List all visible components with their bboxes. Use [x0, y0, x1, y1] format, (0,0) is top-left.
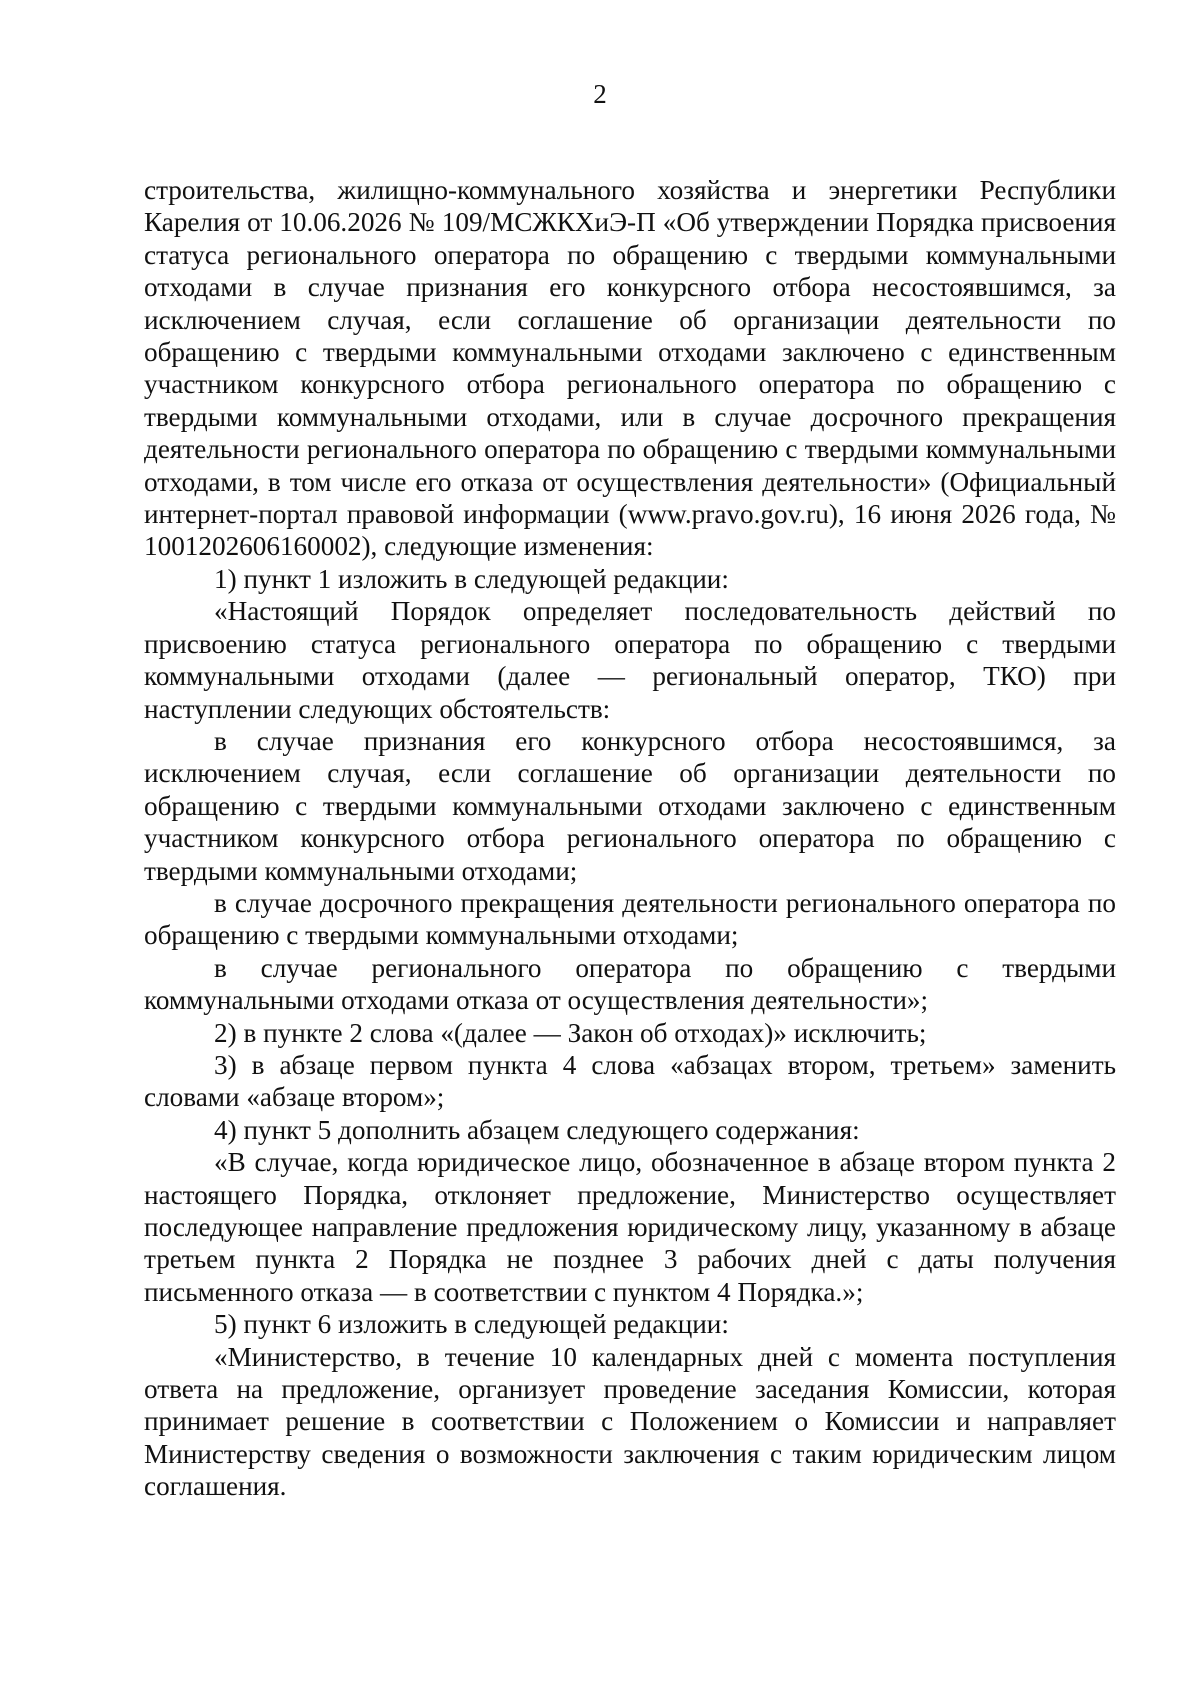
document-body — [144, 174, 1116, 1503]
paragraph-case-3: в случае регионального оператора по обращению с твердыми коммунальными отходами отказа от осуществления деятельности»; — [144, 952, 1116, 1016]
paragraph-case-1: в случае признания его конкурсного отбора несостоявшимся, за исключением случая, если соглашение об организации деятельности по обращению с твердыми коммунальными отходами заключено с единственным участником конкурсного отбора регионального оператора по обращению с твердыми коммунальными отходами; — [144, 725, 1116, 886]
paragraph-quote-2: «В случае, когда юридическое лицо, обозначенное в абзаце втором пункта 2 настоящего Порядка, отклоняет предложение, Министерство осуществляет последующее направление предложения юридическому лицу, указанному в абзаце третьем пункта 2 Порядка не позднее 3 рабочих дней с даты получения письменного отказа — в соответствии с пунктом 4 Порядка.»; — [144, 1147, 1116, 1307]
paragraph-item-4: 4) пункт 5 дополнить абзацем следующего содержания: — [214, 1114, 860, 1145]
paragraph-item-3: 3) в абзаце первом пункта 4 слова «абзацах втором, третьем» заменить словами «абзаце втором»; — [144, 1049, 1116, 1113]
paragraph-item-1: 1) пункт 1 изложить в следующей редакции: — [214, 563, 729, 594]
paragraph-quote-1: «Настоящий Порядок определяет последовательность действий по присвоению статуса регионального оператора по обращению с твердыми коммунальными отходами (далее — региональный оператор, ТКО) при наступлении следующих обстоятельств: — [144, 596, 1116, 724]
paragraph-item-2: 2) в пункте 2 слова «(далее — Закон об отходах)» исключить; — [214, 1017, 927, 1048]
paragraph-continuation: строительства, жилищно-коммунального хозяйства и энергетики Республики Карелия от 10.06.2026 № 109/МСЖКХиЭ-П «Об утверждении Порядка присвоения статуса регионального оператора по обращению с твердыми коммунальными отходами в случае признания его конкурсного отбора несостоявшимся, за исключением случая, если соглашение об организации деятельности по обращению с твердыми коммунальными отходами заключено с единственным участником конкурсного отбора регионального оператора по обращению с твердыми коммунальными отходами, или в случае досрочного прекращения деятельности регионального оператора по обращению с твердыми коммунальными отходами, в том числе его отказа от осуществления деятельности» (Официальный интернет-портал правовой информации (www.pravo.gov.ru), 16 июня 2026 года, № 1001202606160002), следующие изменения: — [144, 175, 1116, 562]
paragraph-case-2: в случае досрочного прекращения деятельности регионального оператора по обращению с твердыми коммунальными отходами; — [144, 887, 1116, 951]
page-number: 2 — [593, 79, 607, 109]
paragraph-quote-3: «Министерство, в течение 10 календарных дней с момента поступления ответа на предложение, организует проведение заседания Комиссии, которая принимает решение в соответствии с Положением о Комиссии и направляет Министерству сведения о возможности заключения с таким юридическим лицом соглашения. — [144, 1341, 1116, 1502]
paragraph-item-5: 5) пункт 6 изложить в следующей редакции: — [214, 1309, 729, 1340]
